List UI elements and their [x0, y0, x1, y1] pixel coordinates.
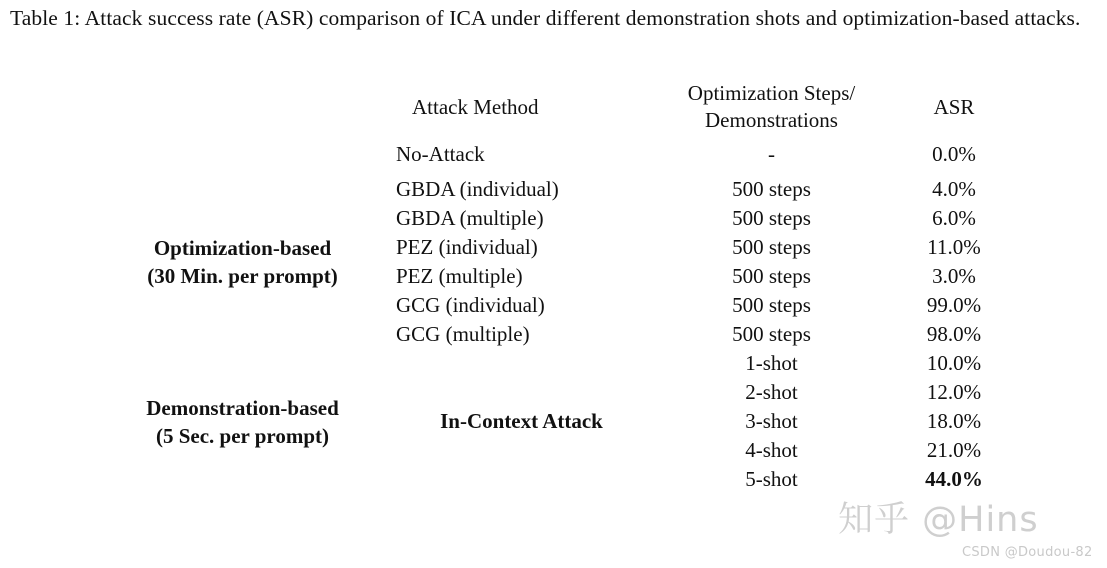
steps-cell: 2-shot — [745, 380, 798, 404]
no-attack-method-cell: No-Attack — [396, 142, 485, 166]
table-row — [89, 175, 1012, 204]
no-attack-steps-cell: - — [768, 142, 775, 166]
steps-cell: 1-shot — [745, 351, 798, 375]
table-header-row — [89, 80, 1012, 134]
group-label-line-1: Optimization-based — [153, 236, 332, 260]
csdn-watermark: CSDN @Doudou-82 — [962, 545, 1093, 560]
asr-cell: 99.0% — [926, 293, 982, 317]
header-cell-attack-method: Attack Method — [412, 94, 539, 119]
no-attack-group — [89, 134, 1012, 175]
method-cell: GBDA (individual) — [396, 177, 559, 201]
header-steps-line-1: Optimization Steps/ — [687, 81, 856, 105]
asr-comparison-table — [89, 80, 1012, 494]
steps-cell: 500 steps — [732, 264, 811, 288]
header-cell-asr: ASR — [933, 94, 975, 119]
section-optimization-based — [89, 175, 1012, 349]
asr-cell: 98.0% — [926, 322, 982, 346]
asr-cell: 11.0% — [927, 235, 981, 259]
group-cell-demonstration-based — [89, 349, 396, 494]
group-label-line-2: (5 Sec. per prompt) — [155, 423, 330, 448]
asr-cell: 21.0% — [926, 438, 982, 462]
asr-cell: 18.0% — [926, 409, 982, 433]
asr-cell-highlighted: 44.0% — [925, 467, 983, 491]
asr-cell: 6.0% — [932, 206, 976, 230]
no-attack-group-cell — [89, 134, 396, 175]
group-cell-optimization-based — [89, 175, 396, 349]
table-header-group — [89, 80, 1012, 134]
method-cell-in-context-attack: In-Context Attack — [440, 409, 603, 433]
table-row-no-attack — [89, 134, 1012, 175]
asr-cell: 4.0% — [932, 177, 976, 201]
method-cell: GCG (individual) — [396, 293, 545, 317]
table-row — [89, 349, 1012, 378]
steps-cell: 500 steps — [732, 235, 811, 259]
table-container — [89, 80, 1012, 494]
steps-cell: 500 steps — [732, 177, 811, 201]
method-cell: PEZ (multiple) — [396, 264, 523, 288]
header-steps-line-2: Demonstrations — [705, 108, 838, 132]
header-cell-group — [89, 80, 396, 134]
header-cell-optimization-steps — [647, 80, 896, 134]
steps-cell: 3-shot — [745, 409, 798, 433]
steps-cell: 500 steps — [732, 206, 811, 230]
asr-cell: 3.0% — [932, 264, 976, 288]
no-attack-asr-cell: 0.0% — [932, 142, 976, 166]
table-caption: Table 1: Attack success rate (ASR) comparison of ICA under different demonstration shots and optimization-based attacks. — [10, 6, 1081, 30]
group-label-line-1: Demonstration-based — [146, 395, 339, 420]
method-cell: PEZ (individual) — [396, 235, 538, 259]
asr-cell: 10.0% — [926, 351, 982, 375]
steps-cell: 500 steps — [732, 293, 811, 317]
steps-cell: 4-shot — [745, 438, 798, 462]
steps-cell: 5-shot — [745, 467, 798, 491]
method-cell: GBDA (multiple) — [396, 206, 544, 230]
asr-cell: 12.0% — [926, 380, 982, 404]
method-cell: GCG (multiple) — [396, 322, 530, 346]
zhihu-watermark: 知乎 @Hins — [838, 500, 1039, 540]
section-demonstration-based — [89, 349, 1012, 494]
group-label-line-2: (30 Min. per prompt) — [147, 264, 338, 288]
steps-cell: 500 steps — [732, 322, 811, 346]
